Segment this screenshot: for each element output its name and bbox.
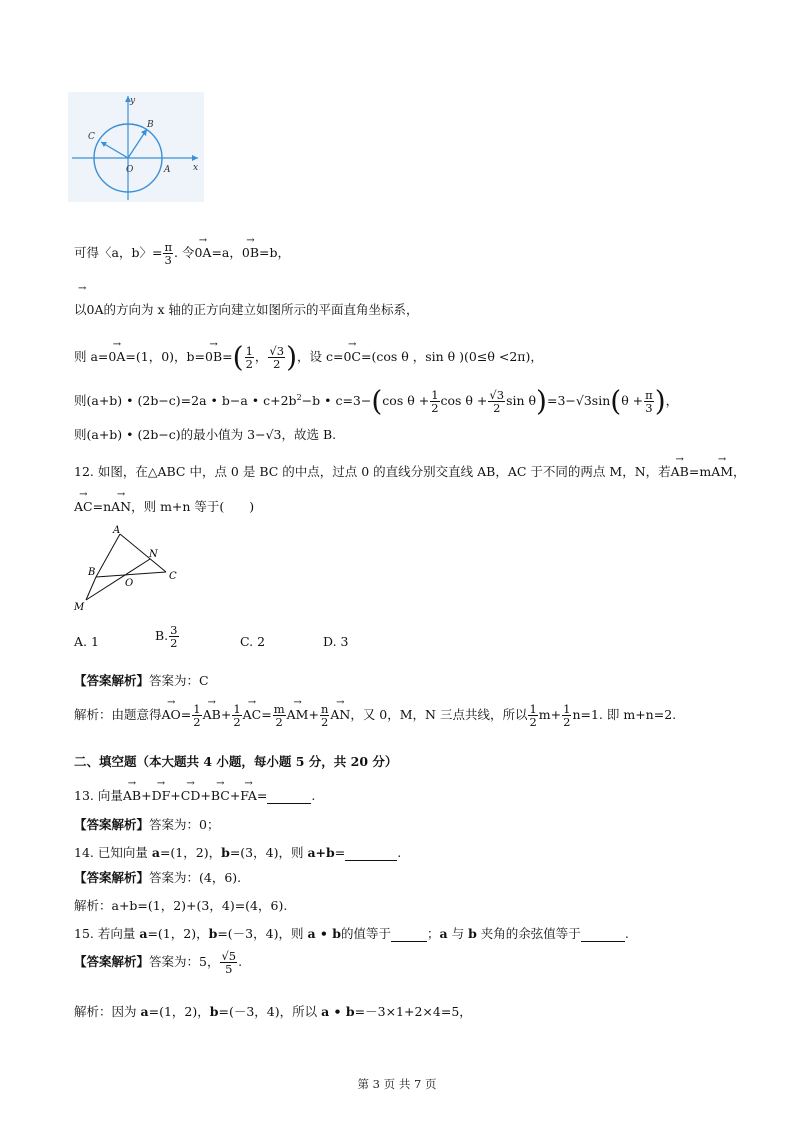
point-n: N [149, 549, 158, 560]
answer-blank [581, 926, 625, 942]
side-ac [120, 534, 166, 572]
choice-c: C. 2 [240, 634, 266, 649]
answer-blank [345, 845, 397, 861]
answer-15: 【答案解析】答案为：5， $\frac{√5}{5}$ . [74, 949, 243, 977]
triangle-figure [70, 522, 190, 614]
answer-blank [267, 788, 311, 804]
unit-circle-figure [68, 92, 204, 202]
point-a: A [113, 525, 121, 536]
left-paren: ( [232, 340, 244, 374]
vector-arrow-mark: → [78, 283, 87, 294]
question-14: 14. 已知向量 a=(1，2)，b=(3，4)，则 a+b= . [74, 845, 402, 860]
solution-line-5: 则(a+b) • (2b−c)的最小值为 3−√3，故选 B. [74, 427, 337, 442]
answer-12: 【答案解析】答案为：C [74, 673, 209, 688]
line-mn [86, 559, 150, 600]
figure-background [68, 92, 204, 202]
fraction-pi-over-3: $\frac{\pi}{3}$ [164, 240, 172, 268]
point-c: C [169, 571, 177, 582]
solution-line-4: 则(a+b) • (2b−c)=2a • b−a • $c+2b^2-b$ • c=3−(cos θ + $\frac{1}{2}$ cos θ + $\frac{√3}{2}$ sin θ)=3−√3sin(θ + $\frac{\pi}{3}$ )， [74, 384, 679, 418]
choice-b: B. $\frac{3}{2}$ [155, 623, 178, 651]
point-a-label: A [164, 165, 171, 175]
origin-label: O [126, 165, 134, 175]
solution-line-3: 则 a=→ 0A=(1，0)，b=→ 0B=( $\frac{1}{2}$ ， $\frac{√3}{2}$ )，设 c=→ 0C=(cos θ ，sin θ )(0≤θ <2π)， [74, 345, 543, 370]
point-m: M [74, 602, 85, 613]
answer-14: 【答案解析】答案为：(4，6). [74, 870, 242, 885]
question-12-line-2: → AC=n→ AN，则 m+n 等于( ) [74, 497, 254, 515]
right-paren: ) [286, 340, 297, 374]
point-b-label: B [147, 120, 154, 130]
answer-13: 【答案解析】答案为：0； [74, 817, 220, 832]
analysis-12: 解析：由题意得→ AO= $\frac{1}{2}$ → AB+ $\frac{1}{2}$ → AC= $\frac{m}{2}$ → AM+ $\frac{n}{2}$ → AN，又 0，M，N 三点共线，所以 $\frac{1}{2}$ m+ $\frac{1}{2}$ n=1. 即 m+n=2. [74, 703, 676, 728]
side-ab [96, 534, 120, 577]
page-footer: 第 3 页 共 7 页 [357, 1077, 437, 1091]
analysis-14: 解析：a+b=(1，2)+(3，4)=(4，6). [74, 898, 288, 913]
y-axis-label: y [130, 96, 136, 106]
point-o: O [125, 578, 134, 589]
x-axis-label: x [193, 163, 199, 173]
analysis-15: 解析：因为 a=(1，2)，b=(－3，4)，所以 a • b=－3×1+2×4=5， [74, 1004, 472, 1019]
side-bc [96, 572, 166, 577]
choice-d: D. 3 [323, 634, 349, 649]
answer-blank [391, 926, 427, 942]
question-13: 13. 向量→ AB+→ DF+→ CD+→ BC+→ FA= . [74, 786, 315, 804]
solution-line-1: 可得〈a，b〉= $\frac{\pi}{3}$ . 令→ 0A=a，→ 0B=b， [74, 241, 290, 266]
point-b: B [88, 567, 96, 578]
question-12-line-1: 12. 如图，在△ABC 中，点 0 是 BC 的中点，过点 0 的直线分别交直线 AB，AC 于不同的两点 M，N，若→ AB=m→ AM， [74, 462, 746, 480]
section-2-heading: 二、填空题（本大题共 4 小题，每小题 5 分，共 20 分） [74, 754, 398, 769]
question-15: 15. 若向量 a=(1，2)，b=(－3，4)，则 a • b的值等于 ；a 与 b 夹角的余弦值等于 . [74, 926, 629, 941]
point-c-label: C [88, 132, 95, 142]
solution-line-2: → 以0A的方向为 x 轴的正方向建立如图所示的平面直角坐标系， [74, 283, 419, 317]
choice-a: A. 1 [74, 634, 99, 649]
